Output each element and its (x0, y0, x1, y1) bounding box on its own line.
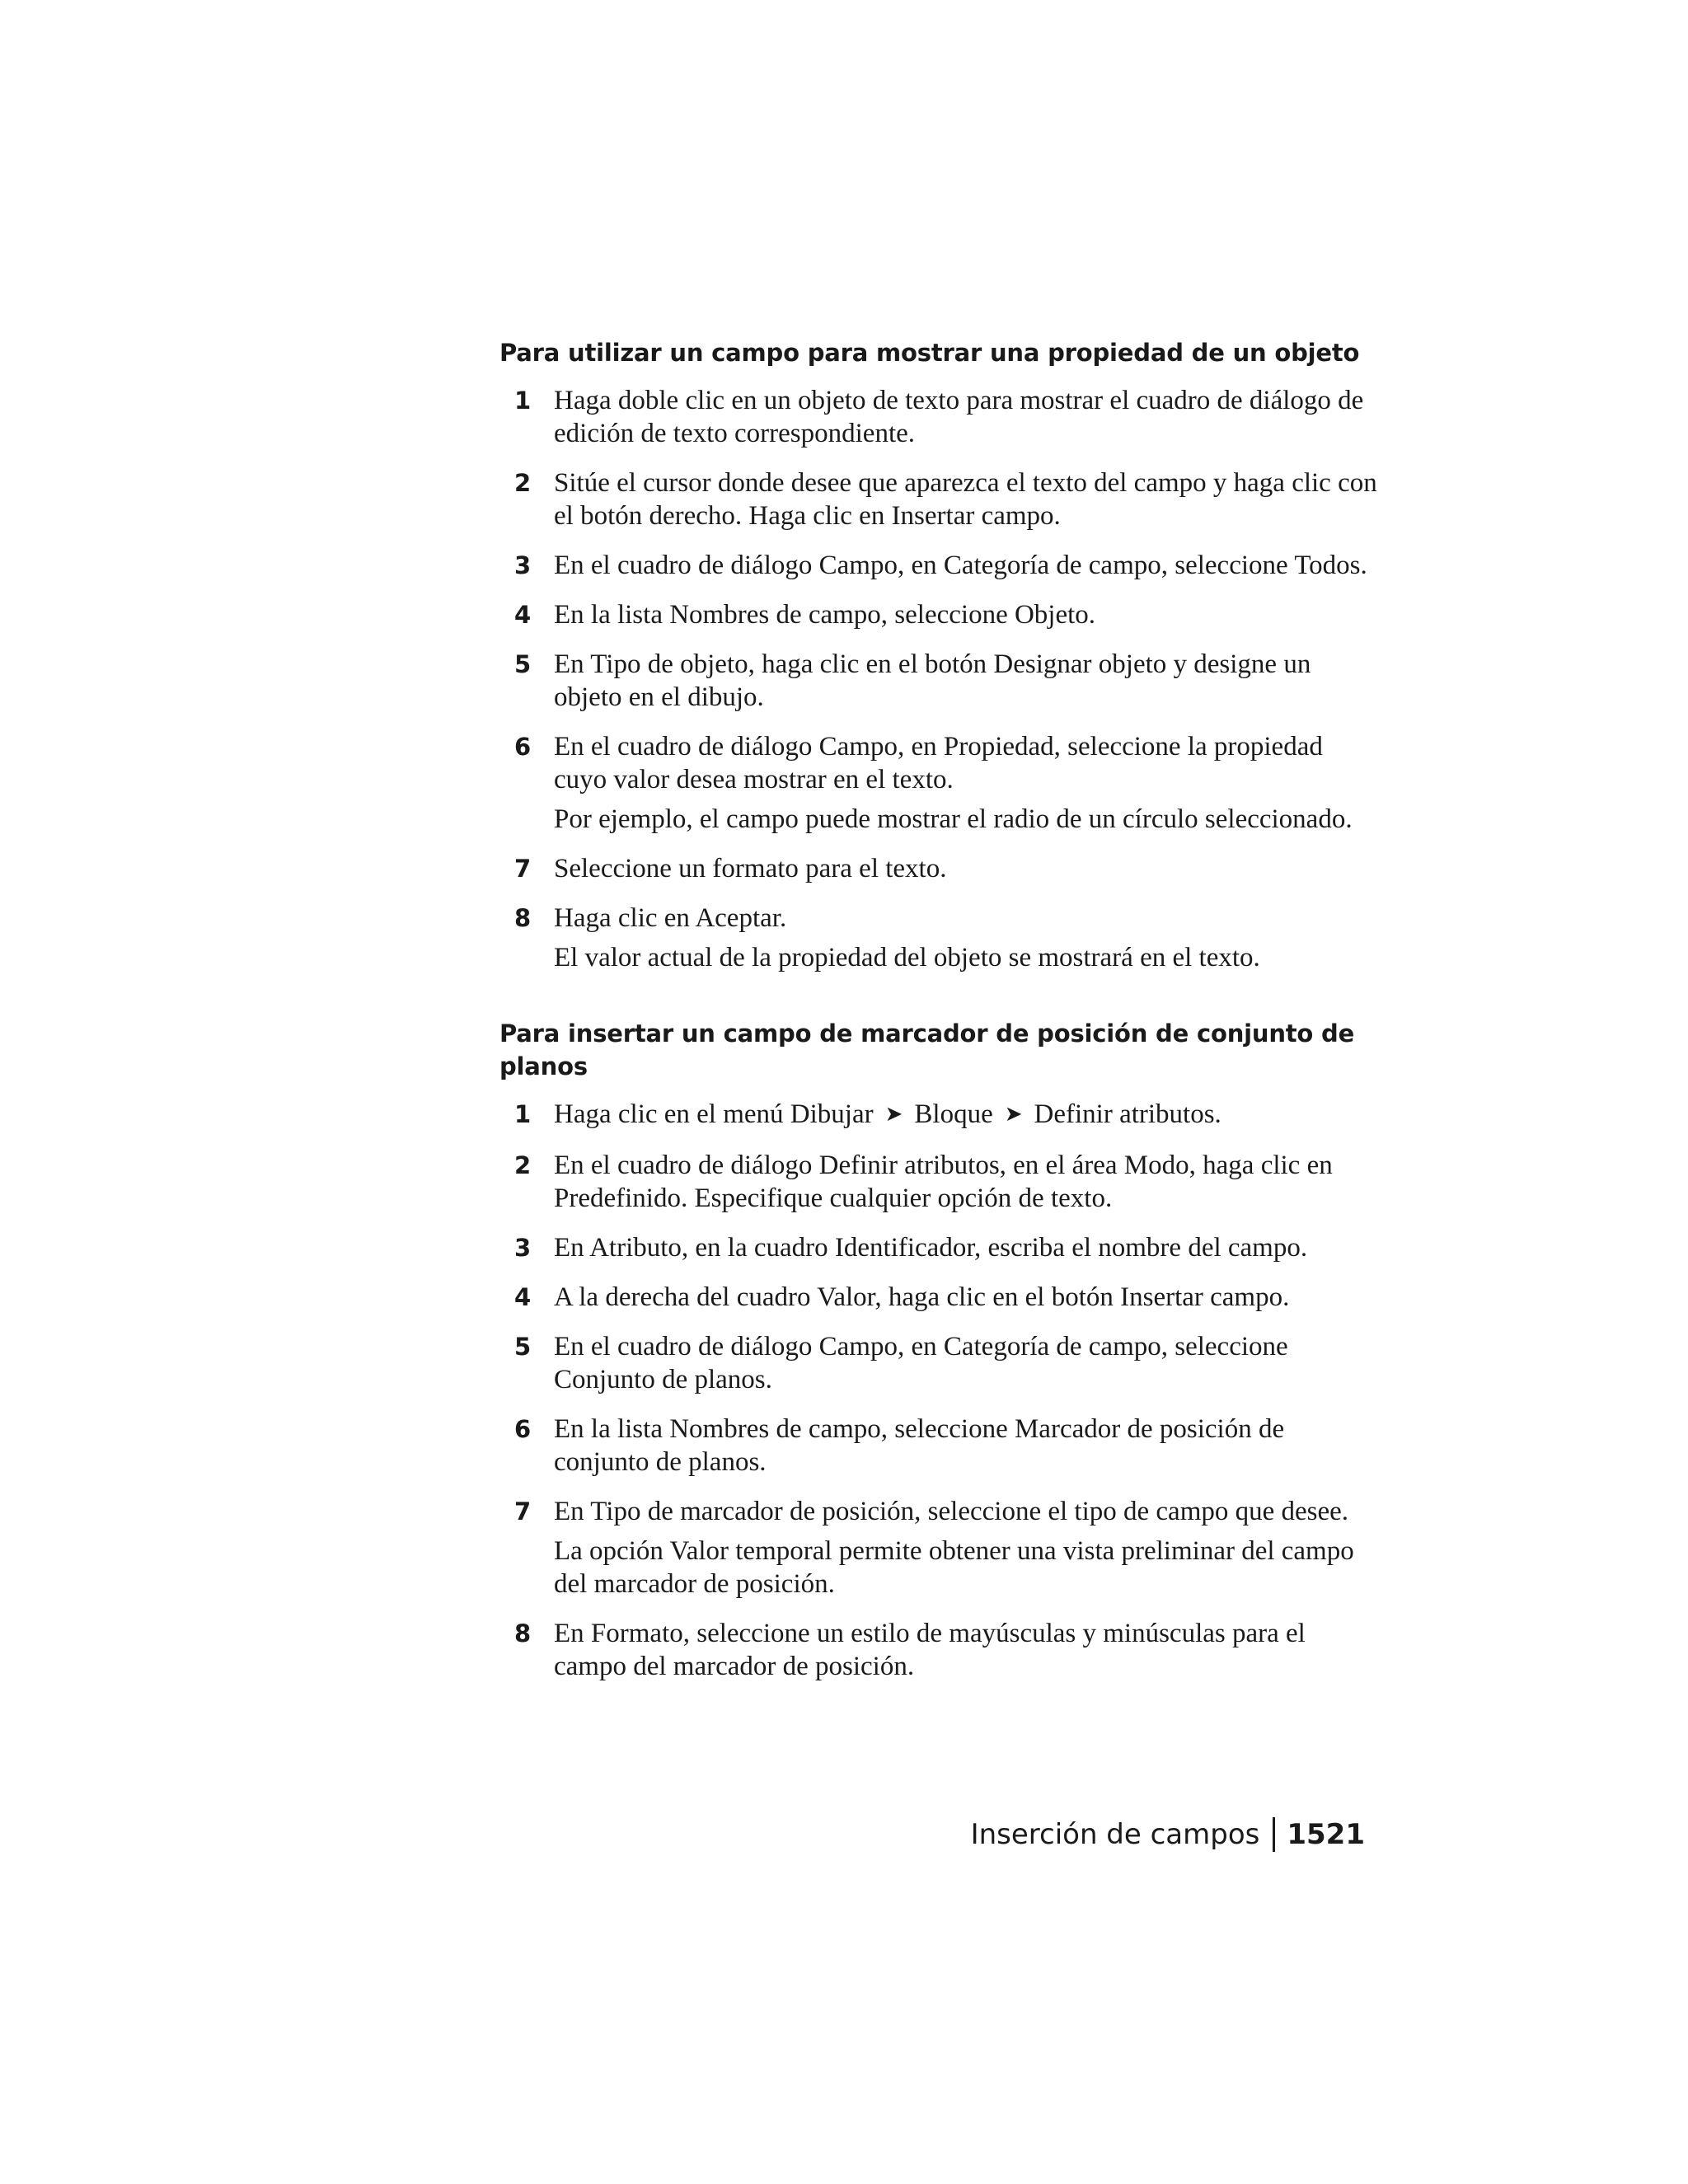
step-number: 7 (514, 855, 532, 883)
step-item (499, 1098, 1381, 1132)
menu-item-block: Bloque (914, 1099, 993, 1129)
step-text: En Tipo de objeto, haga clic en el botón Designar objeto y designe un objeto en el dibujo. (554, 649, 1311, 712)
step-number: 5 (514, 650, 532, 678)
step-item (499, 549, 1381, 582)
menu-path-prefix: Haga clic en el menú (554, 1099, 784, 1129)
arrow-right-icon: ➤ (884, 1102, 903, 1127)
step-item (499, 1330, 1381, 1396)
page-number: 1521 (1287, 1818, 1365, 1851)
step-text: En el cuadro de diálogo Definir atributos, en el área Modo, haga clic en Predefinido. Especifique cualquier opción de texto. (554, 1151, 1333, 1213)
step-number: 1 (514, 1100, 532, 1128)
procedure-object-property (499, 336, 1381, 974)
arrow-right-icon: ➤ (1004, 1102, 1023, 1127)
step-number: 6 (514, 733, 532, 761)
step-list (499, 1098, 1381, 1683)
step-item (499, 1495, 1381, 1601)
step-text: En la lista Nombres de campo, seleccione Marcador de posición de conjunto de planos. (554, 1414, 1285, 1477)
step-number: 1 (514, 387, 532, 415)
step-item (499, 730, 1381, 836)
step-item (499, 1281, 1381, 1314)
footer-divider (1273, 1817, 1275, 1852)
menu-item-draw: Dibujar (790, 1099, 874, 1129)
step-number: 7 (514, 1497, 532, 1526)
step-text: En el cuadro de diálogo Campo, en Categoría de campo, seleccione Conjunto de planos. (554, 1332, 1288, 1394)
step-text: Seleccione un formato para el texto. (554, 854, 947, 883)
step-item (499, 1413, 1381, 1479)
step-note: El valor actual de la propiedad del objeto se mostrará en el texto. (554, 943, 1260, 972)
step-text: Haga doble clic en un objeto de texto para mostrar el cuadro de diálogo de edición de texto correspondiente. (554, 386, 1364, 448)
step-item (499, 598, 1381, 631)
step-item (499, 1231, 1381, 1264)
step-text: En la lista Nombres de campo, seleccione Objeto. (554, 600, 1096, 630)
step-text: Sitúe el cursor donde desee que aparezca el texto del campo y haga clic con el botón derecho. Haga clic en Insertar campo. (554, 468, 1377, 531)
step-text: A la derecha del cuadro Valor, haga clic en el botón Insertar campo. (554, 1282, 1290, 1312)
step-number: 5 (514, 1333, 532, 1361)
step-number: 3 (514, 551, 532, 579)
step-text: Haga clic en Aceptar. (554, 903, 787, 933)
step-number: 8 (514, 1619, 532, 1647)
menu-path (554, 1098, 1381, 1132)
step-item (499, 466, 1381, 532)
procedure-title: Para utilizar un campo para mostrar una propiedad de un objeto (499, 339, 1360, 367)
step-text: En Atributo, en la cuadro Identificador, escriba el nombre del campo. (554, 1233, 1308, 1263)
procedure-title: Para insertar un campo de marcador de posición de conjunto de planos (499, 1019, 1355, 1080)
page-content (499, 336, 1381, 1699)
step-number: 3 (514, 1234, 532, 1262)
step-note: La opción Valor temporal permite obtener una vista preliminar del campo del marcador de posición. (554, 1536, 1354, 1599)
page-footer (971, 1816, 1365, 1853)
step-item (499, 1149, 1381, 1215)
menu-item-define-attributes: Definir atributos. (1034, 1099, 1221, 1129)
footer-chapter-title: Inserción de campos (970, 1818, 1260, 1851)
step-item (499, 852, 1381, 885)
procedure-sheet-set-placeholder (499, 1017, 1381, 1683)
step-text: En Tipo de marcador de posición, seleccione el tipo de campo que desee. (554, 1497, 1349, 1526)
step-text: En Formato, seleccione un estilo de mayúsculas y minúsculas para el campo del marcador de posición. (554, 1619, 1306, 1681)
step-note: Por ejemplo, el campo puede mostrar el radio de un círculo seleccionado. (554, 804, 1353, 834)
step-item (499, 902, 1381, 974)
step-list (499, 384, 1381, 974)
step-number: 2 (514, 1151, 532, 1179)
step-text: En el cuadro de diálogo Campo, en Propiedad, seleccione la propiedad cuyo valor desea mostrar en el texto. (554, 732, 1323, 794)
step-number: 6 (514, 1415, 532, 1443)
step-text: En el cuadro de diálogo Campo, en Categoría de campo, seleccione Todos. (554, 551, 1367, 580)
step-item (499, 384, 1381, 450)
step-number: 4 (514, 1283, 532, 1311)
step-number: 4 (514, 601, 532, 629)
step-number: 8 (514, 904, 532, 932)
step-number: 2 (514, 469, 532, 497)
step-item (499, 1617, 1381, 1683)
step-item (499, 648, 1381, 714)
